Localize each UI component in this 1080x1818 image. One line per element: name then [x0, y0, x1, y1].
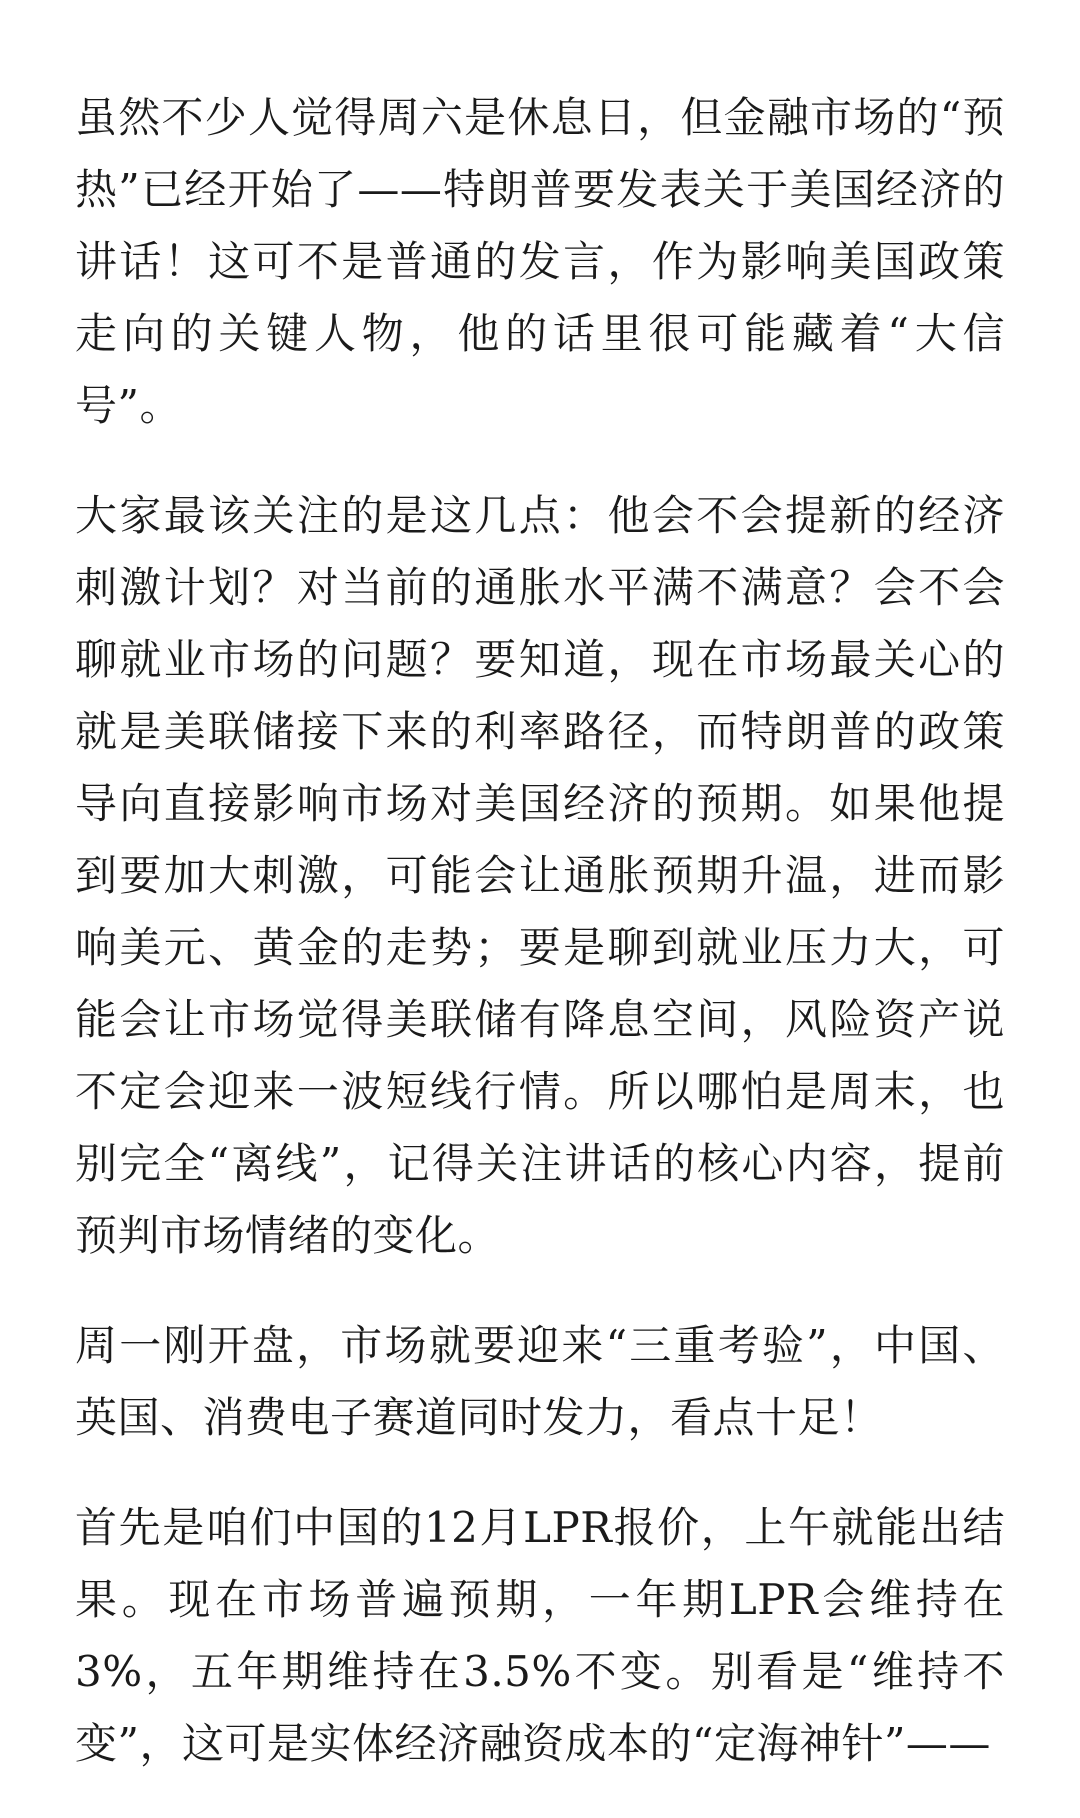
paragraph-lpr-quote: 首先是咱们中国的12月LPR报价，上午就能出结果。现在市场普遍预期，一年期LPR会维持在3%，五年期维持在3.5%不变。别看是“维持不变”，这可是实体经济融资成本的“定海神针”—— — [75, 1503, 1005, 1768]
paragraph-trump-speech: 虽然不少人觉得周六是休息日，但金融市场的“预热”已经开始了——特朗普要发表关于美国经济的讲话！这可不是普通的发言，作为影响美国政策走向的关键人物，他的话里很可能藏着“大信号”。 — [75, 93, 1005, 430]
paragraph-key-points: 大家最该关注的是这几点：他会不会提新的经济刺激计划？对当前的通胀水平满不满意？会不会聊就业市场的问题？要知道，现在市场最关心的就是美联储接下来的利率路径，而特朗普的政策导向直接影响市场对美国经济的预期。如果他提到要加大刺激，可能会让通胀预期升温，进而影响美元、黄金的走势；要是聊到就业压力大，可能会让市场觉得美联储有降息空间，风险资产说不定会迎来一波短线行情。所以哪怕是周末，也别完全“离线”，记得关注讲话的核心内容，提前预判市场情绪的变化。 — [75, 491, 1005, 1260]
paragraph-monday-tests: 周一刚开盘，市场就要迎来“三重考验”，中国、英国、消费电子赛道同时发力，看点十足！ — [75, 1321, 1005, 1442]
article-body — [75, 82, 1005, 1818]
